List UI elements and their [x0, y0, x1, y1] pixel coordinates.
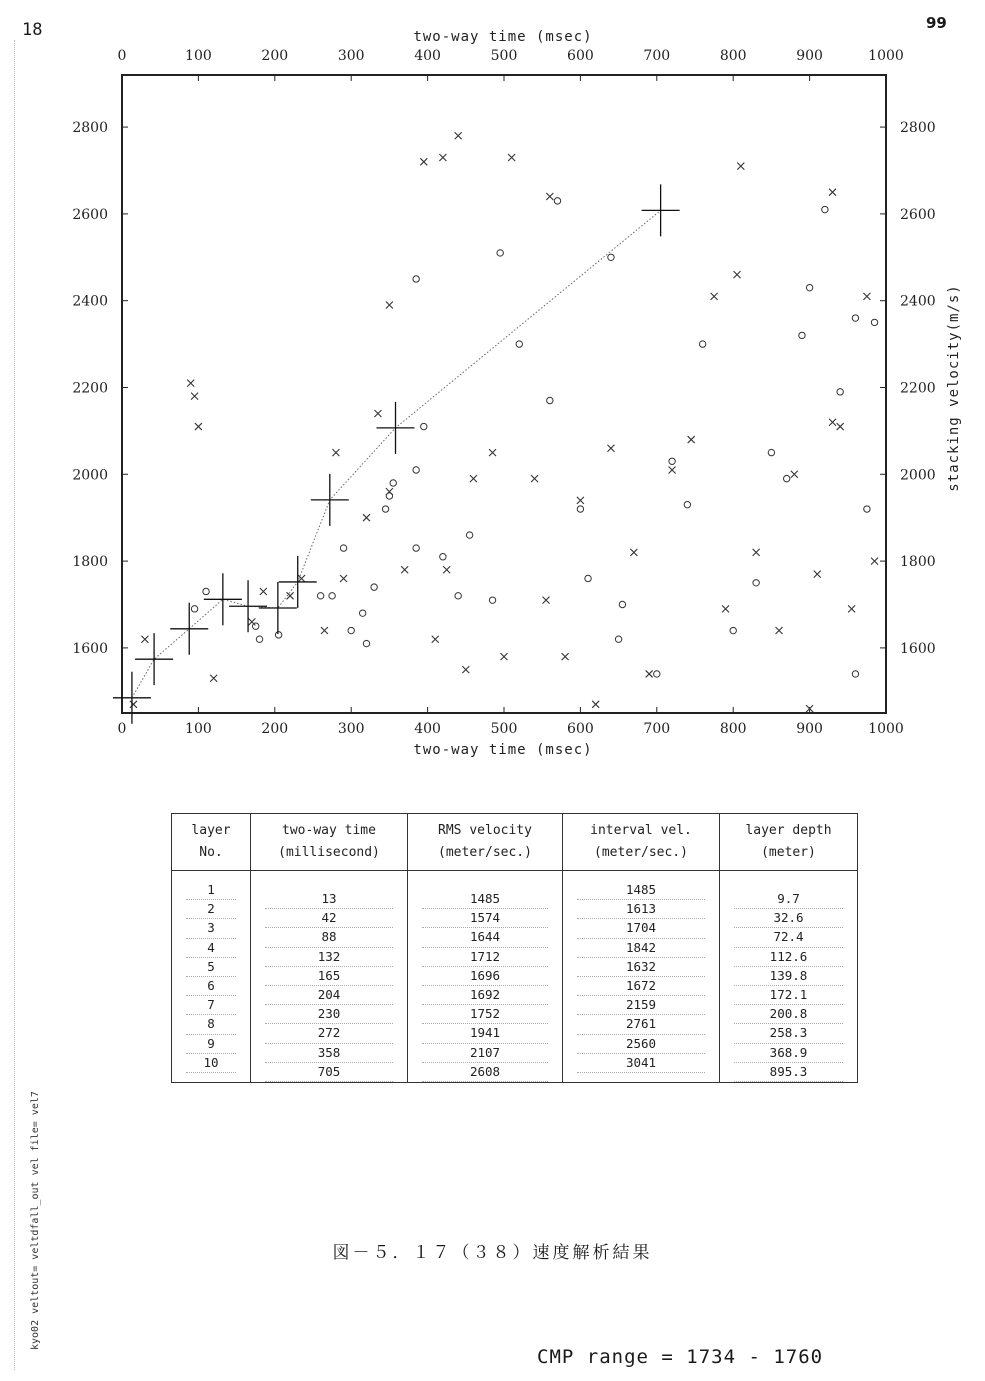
circle-marker — [413, 467, 419, 473]
column-layer-no — [172, 871, 251, 1083]
table-cell: 204 — [265, 986, 393, 1005]
circle-marker — [317, 593, 323, 599]
table-cell: 1 — [186, 881, 236, 900]
cross-marker — [814, 571, 821, 578]
table-cell: 172.1 — [734, 986, 843, 1005]
cross-marker — [592, 701, 599, 708]
cross-marker — [562, 653, 569, 660]
circle-marker — [822, 206, 828, 212]
page-number-left: 18 — [22, 20, 43, 40]
cross-marker — [489, 449, 496, 456]
table-cell: 2 — [186, 900, 236, 919]
table-cell: 42 — [265, 909, 393, 928]
cross-marker — [776, 627, 783, 634]
y-tick-label-left: 2400 — [72, 293, 108, 310]
circle-marker — [413, 276, 419, 282]
circle-marker — [684, 501, 690, 507]
table-cell: 6 — [186, 977, 236, 996]
table-cell: 72.4 — [734, 928, 843, 947]
cross-marker — [737, 163, 744, 170]
table-cell: 165 — [265, 967, 393, 986]
cross-marker — [470, 475, 477, 482]
header-layer: layer No. — [172, 814, 251, 871]
circle-markers — [191, 198, 877, 677]
x-tick-label-bottom: 500 — [490, 721, 518, 737]
circle-marker — [852, 671, 858, 677]
table-cell: 88 — [265, 928, 393, 947]
cross-marker — [386, 302, 393, 309]
table-cell: 5 — [186, 958, 236, 977]
table-cell: 358 — [265, 1044, 393, 1063]
cross-marker — [260, 588, 267, 595]
cross-marker — [543, 597, 550, 604]
cross-marker — [531, 475, 538, 482]
circle-marker — [497, 250, 503, 256]
cross-marker — [210, 675, 217, 682]
table-cell: 1672 — [577, 977, 705, 996]
x-tick-label-top: 700 — [643, 48, 671, 64]
x-tick-label-bottom: 900 — [796, 721, 823, 737]
table-cell: 1752 — [422, 1005, 548, 1024]
circle-marker — [871, 319, 877, 325]
cross-marker — [753, 549, 760, 556]
circle-marker — [547, 397, 553, 403]
cross-marker — [439, 154, 446, 161]
x-tick-label-top: 300 — [337, 48, 365, 64]
y-tick-label-left: 2200 — [72, 380, 108, 397]
velocity-function-line — [132, 210, 661, 697]
circle-marker — [852, 315, 858, 321]
circle-marker — [363, 640, 369, 646]
x-tick-label-top: 800 — [719, 48, 747, 64]
cross-marker — [829, 419, 836, 426]
cmp-range: CMP range = 1734 - 1760 — [537, 1346, 824, 1368]
cross-marker — [401, 566, 408, 573]
circle-marker — [837, 389, 843, 395]
velocity-pick — [311, 474, 349, 526]
cross-marker — [386, 488, 393, 495]
circle-marker — [329, 593, 335, 599]
x-tick-label-bottom: 400 — [414, 721, 441, 737]
table-cell: 10 — [186, 1054, 236, 1073]
table-cell: 32.6 — [734, 909, 843, 928]
cross-marker — [734, 271, 741, 278]
x-tick-label-top: 100 — [185, 48, 212, 64]
x-tick-label-top: 200 — [261, 48, 289, 64]
velocity-pick — [229, 580, 267, 632]
velocity-pick — [279, 556, 317, 608]
cross-marker — [321, 627, 328, 634]
circle-marker — [455, 593, 461, 599]
cross-marker — [630, 549, 637, 556]
x-tick-label-bottom: 800 — [719, 721, 747, 737]
y-tick-label-left: 1800 — [72, 554, 108, 571]
cross-marker — [420, 158, 427, 165]
header-time: two-way time (millisecond) — [251, 814, 408, 871]
circle-marker — [489, 597, 495, 603]
y-tick-label-right: 2600 — [900, 206, 936, 223]
table-cell: 230 — [265, 1005, 393, 1024]
circle-marker — [864, 506, 870, 512]
velocity-pick — [377, 402, 415, 454]
cross-marker — [646, 670, 653, 677]
circle-marker — [466, 532, 472, 538]
x-tick-label-top: 1000 — [868, 48, 904, 64]
x-tick-label-top: 500 — [490, 48, 518, 64]
cross-marker — [443, 566, 450, 573]
cross-marker — [848, 605, 855, 612]
cross-marker — [187, 380, 194, 387]
column-interval-velocity — [563, 871, 720, 1083]
y-tick-label-left: 2600 — [72, 206, 108, 223]
y-tick-label-right: 2200 — [900, 380, 936, 397]
x-tick-label-bottom: 700 — [643, 721, 671, 737]
cross-marker — [363, 514, 370, 521]
cross-markers — [130, 132, 878, 712]
circle-marker — [577, 506, 583, 512]
circle-marker — [390, 480, 396, 486]
velocity-pick — [135, 633, 173, 685]
x-axis-title-bottom: two-way time (msec) — [413, 742, 593, 758]
table-cell: 9 — [186, 1035, 236, 1054]
circle-marker — [554, 198, 560, 204]
table-cell: 272 — [265, 1024, 393, 1043]
table-cell: 2159 — [577, 996, 705, 1015]
cross-marker — [191, 393, 198, 400]
cross-marker — [141, 636, 148, 643]
circle-marker — [421, 423, 427, 429]
table-cell: 2608 — [422, 1063, 548, 1082]
y-tick-label-right: 2800 — [900, 120, 936, 137]
x-tick-label-bottom: 1000 — [868, 721, 904, 737]
table-cell: 7 — [186, 996, 236, 1015]
y-tick-label-right: 1600 — [900, 640, 936, 657]
cross-marker — [195, 423, 202, 430]
cross-marker — [837, 423, 844, 430]
x-tick-label-top: 0 — [117, 48, 127, 64]
table-cell: 1941 — [422, 1024, 548, 1043]
table-cell: 200.8 — [734, 1005, 843, 1024]
cross-marker — [432, 636, 439, 643]
circle-marker — [382, 506, 388, 512]
y-tick-label-left: 2000 — [72, 467, 108, 484]
cross-marker — [871, 558, 878, 565]
circle-marker — [615, 636, 621, 642]
x-tick-label-bottom: 200 — [261, 721, 289, 737]
pick-markers — [113, 184, 680, 723]
x-tick-label-bottom: 0 — [117, 721, 127, 737]
circle-marker — [440, 554, 446, 560]
table-cell: 9.7 — [734, 890, 843, 909]
cross-marker — [711, 293, 718, 300]
circle-marker — [806, 284, 812, 290]
circle-marker — [783, 475, 789, 481]
x-tick-label-bottom: 100 — [185, 721, 212, 737]
cross-marker — [332, 449, 339, 456]
x-tick-label-top: 400 — [414, 48, 441, 64]
cross-marker — [863, 293, 870, 300]
circle-marker — [669, 458, 675, 464]
y-tick-label-left: 2800 — [72, 120, 108, 137]
circle-marker — [359, 610, 365, 616]
table-cell: 2560 — [577, 1035, 705, 1054]
y-tick-label-right: 2400 — [900, 293, 936, 310]
table-cell: 1704 — [577, 919, 705, 938]
tick-layer — [72, 48, 935, 737]
cross-marker — [248, 618, 255, 625]
table-cell: 1644 — [422, 928, 548, 947]
cross-marker — [688, 436, 695, 443]
circle-marker — [654, 671, 660, 677]
table-cell: 258.3 — [734, 1024, 843, 1043]
cross-marker — [791, 471, 798, 478]
velocity-pick — [642, 184, 680, 236]
cross-marker — [501, 653, 508, 660]
cross-marker — [374, 410, 381, 417]
table-cell: 895.3 — [734, 1063, 843, 1082]
header-rms: RMS velocity (meter/sec.) — [408, 814, 563, 871]
cross-marker — [607, 445, 614, 452]
y-tick-label-left: 1600 — [72, 640, 108, 657]
table-cell: 1712 — [422, 948, 548, 967]
circle-marker — [619, 601, 625, 607]
circle-marker — [371, 584, 377, 590]
table-cell: 1485 — [577, 881, 705, 900]
column-layer-depth — [720, 871, 858, 1083]
circle-marker — [413, 545, 419, 551]
table-cell: 1485 — [422, 890, 548, 909]
header-depth: layer depth (meter) — [720, 814, 858, 871]
table-cell: 2761 — [577, 1015, 705, 1034]
x-tick-label-top: 900 — [796, 48, 823, 64]
table-cell: 368.9 — [734, 1044, 843, 1063]
x-tick-label-bottom: 300 — [337, 721, 365, 737]
cross-marker — [462, 666, 469, 673]
x-tick-label-top: 600 — [567, 48, 594, 64]
table-cell: 1696 — [422, 967, 548, 986]
table-cell: 1632 — [577, 958, 705, 977]
velocity-pick — [204, 573, 242, 625]
y-tick-label-right: 1800 — [900, 554, 936, 571]
x-axis-title-top: two-way time (msec) — [413, 29, 593, 45]
circle-marker — [608, 254, 614, 260]
y-axis-title-right: stacking velocity(m/s) — [946, 284, 962, 492]
cross-marker — [577, 497, 584, 504]
circle-marker — [516, 341, 522, 347]
cross-marker — [340, 575, 347, 582]
circle-marker — [799, 332, 805, 338]
figure-caption: 図－５．１７（３８）速度解析結果 — [332, 1243, 653, 1263]
circle-marker — [753, 580, 759, 586]
header-interval: interval vel. (meter/sec.) — [563, 814, 720, 871]
table-cell: 4 — [186, 939, 236, 958]
circle-marker — [699, 341, 705, 347]
circle-marker — [348, 627, 354, 633]
velocity-pick — [113, 672, 151, 724]
circle-marker — [203, 588, 209, 594]
circle-marker — [340, 545, 346, 551]
layer-table — [171, 813, 858, 1083]
table-cell: 13 — [265, 890, 393, 909]
x-tick-label-bottom: 600 — [567, 721, 594, 737]
cross-marker — [508, 154, 515, 161]
plot-frame — [122, 75, 886, 713]
cross-marker — [722, 605, 729, 612]
page-number-right: 99 — [926, 14, 947, 32]
table-cell: 705 — [265, 1063, 393, 1082]
circle-marker — [768, 449, 774, 455]
cross-marker — [455, 132, 462, 139]
circle-marker — [585, 575, 591, 581]
table-cell: 112.6 — [734, 948, 843, 967]
cross-marker — [546, 193, 553, 200]
table-cell: 1613 — [577, 900, 705, 919]
cross-marker — [130, 701, 137, 708]
circle-marker — [256, 636, 262, 642]
table-cell: 1574 — [422, 909, 548, 928]
table-cell: 1692 — [422, 986, 548, 1005]
y-tick-label-right: 2000 — [900, 467, 936, 484]
table-cell: 2107 — [422, 1044, 548, 1063]
table-cell: 3 — [186, 919, 236, 938]
cross-marker — [669, 466, 676, 473]
circle-marker — [275, 632, 281, 638]
column-rms-velocity — [408, 871, 563, 1083]
side-file-label: kyo02 veltout= veltdfall_out vel file= vel7 — [30, 1091, 41, 1350]
table-cell: 3041 — [577, 1054, 705, 1073]
table-cell: 139.8 — [734, 967, 843, 986]
table-cell: 1842 — [577, 939, 705, 958]
cross-marker — [829, 189, 836, 196]
circle-marker — [730, 627, 736, 633]
velocity-pick — [170, 603, 208, 655]
table-cell: 132 — [265, 948, 393, 967]
circle-marker — [191, 606, 197, 612]
column-two-way-time — [251, 871, 408, 1083]
table-cell: 8 — [186, 1015, 236, 1034]
